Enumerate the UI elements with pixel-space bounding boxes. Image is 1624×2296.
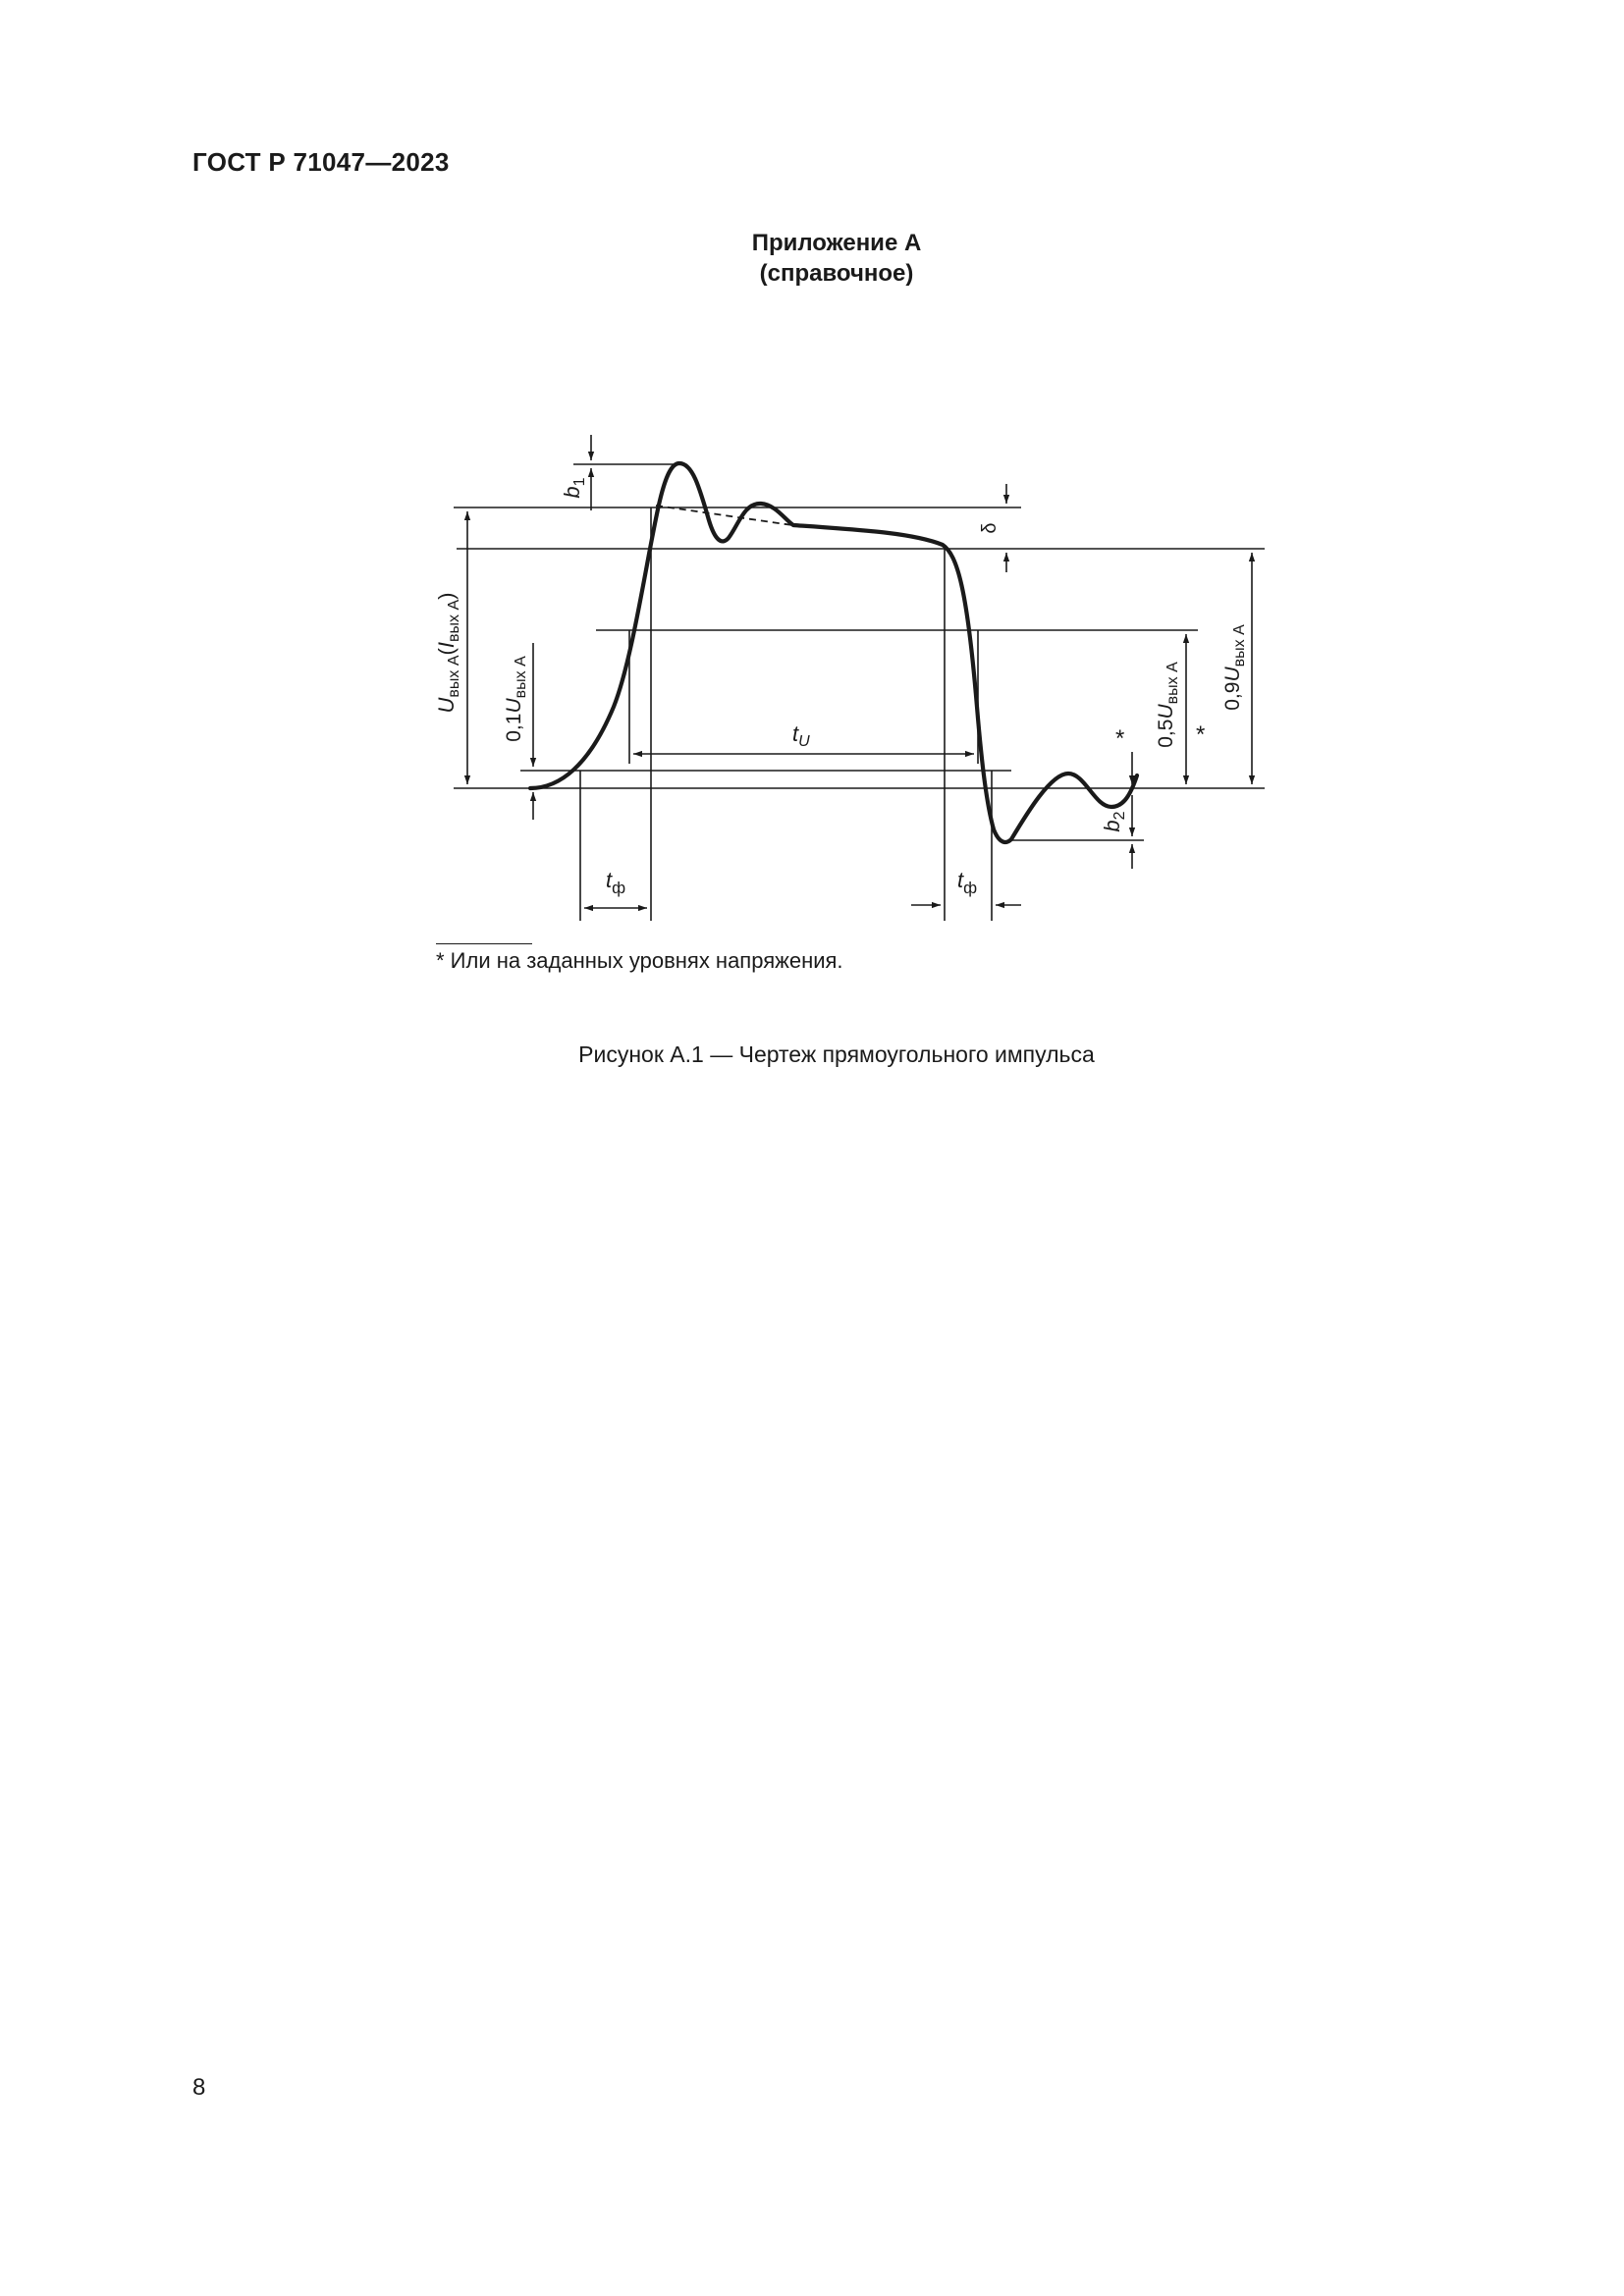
label-t-back: $t_ф$ xyxy=(957,868,978,897)
figure-caption-text: Рисунок А.1 — Чертеж прямоугольного импульса xyxy=(578,1041,1095,1067)
label-asterisk-half: * xyxy=(1196,721,1206,748)
figure-labels xyxy=(434,477,1248,897)
document-header: ГОСТ Р 71047—2023 xyxy=(192,147,450,177)
label-asterisk-gap: * xyxy=(1115,725,1125,752)
label-u-out: $U_{вых А}(I_{вых А})$ xyxy=(434,592,462,714)
label-b2: $b_2$ xyxy=(1100,811,1128,832)
label-tenth-level: $0,1U_{вых А}$ xyxy=(503,656,529,742)
page-number: 8 xyxy=(192,2074,206,2101)
footnote: * Или на заданных уровнях напряжения. xyxy=(436,948,843,973)
pulse-waveform xyxy=(530,463,1137,842)
label-t-front: $t_ф$ xyxy=(606,868,626,897)
footnote-separator xyxy=(436,943,532,944)
appendix-title: Приложение А xyxy=(751,230,922,256)
figure-caption xyxy=(0,1041,1624,1068)
label-t-u: $t_U$ xyxy=(792,721,810,750)
label-b1: $b_1$ xyxy=(560,477,588,499)
pulse-diagram xyxy=(0,0,1624,982)
appendix-subtitle: (справочное) xyxy=(759,260,914,287)
extension-lines xyxy=(580,507,992,921)
label-ninth-level: $0,9U_{вых А}$ xyxy=(1221,624,1248,711)
label-delta: δ xyxy=(979,522,1001,534)
reference-lines xyxy=(454,464,1265,840)
label-half-level: $0,5U_{вых А}$ xyxy=(1155,662,1181,748)
dimension-arrows xyxy=(467,435,1252,908)
